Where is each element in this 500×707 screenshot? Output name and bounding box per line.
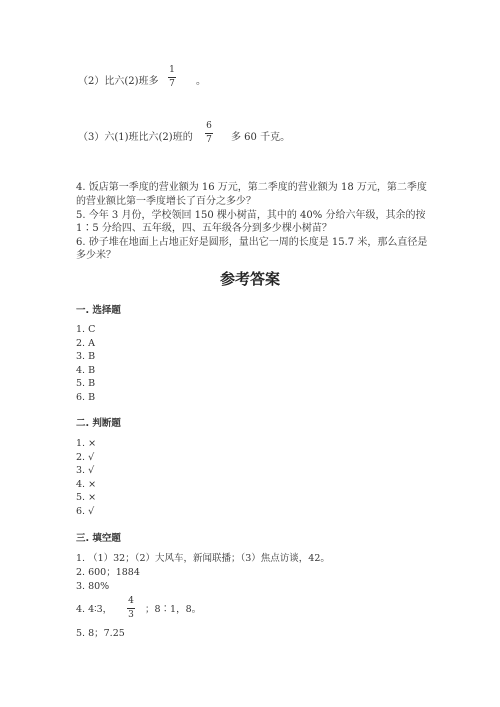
answer-title: 参考答案 <box>219 270 280 288</box>
list-item: 3. √ <box>76 465 95 476</box>
list-item: 4. × <box>76 478 97 490</box>
fraction-numerator: 4 <box>128 596 134 606</box>
section-3-heading: 三. 填空题 <box>76 533 121 544</box>
list-item: 3. B <box>76 351 96 362</box>
list-item: 6. B <box>76 391 96 403</box>
fraction-denominator: 7 <box>169 79 175 89</box>
list-item: 5. B <box>76 378 96 389</box>
fraction-bar <box>168 77 176 78</box>
fraction-numerator: 6 <box>206 121 212 131</box>
question-6-line-2: 多少米？ <box>76 250 116 261</box>
section-1-answers <box>76 323 95 404</box>
question-4-line-1: 4. 饭店第一季度的营业额为 16 万元，第二季度的营业额为 18 万元，第二季度 <box>76 182 427 193</box>
section-2-answers <box>76 437 96 518</box>
section-3-item-5: 5. 8；7.25 <box>76 628 125 639</box>
question-3-after: 多 60 千克。 <box>231 132 291 143</box>
question-3-fraction <box>205 122 213 145</box>
question-6-line-1: 6. 砂子堆在地面上占地正好是圆形，量出它一周的长度是 15.7 米，那么直径是 <box>76 237 428 248</box>
list-item: 4. B <box>76 364 96 376</box>
question-2-text <box>78 72 159 87</box>
fraction-numerator: 1 <box>169 65 175 75</box>
section-3-item-1: 1. （1）32；（2）大风车，新闻联播；（3）焦点访谈，42。 <box>76 553 330 564</box>
list-item: 2. A <box>76 337 95 349</box>
fraction-denominator: 7 <box>206 135 212 145</box>
list-item: 1. × <box>76 438 97 449</box>
section-3-item-2: 2. 600；1884 <box>76 567 140 578</box>
question-2-after: 。 <box>196 76 206 87</box>
section-3-item-4-before: 4. 4∶3， <box>76 604 113 615</box>
question-2-before: （2）比六(2)班多 <box>78 76 159 87</box>
section-3-item-4-after: ；8∶1，8。 <box>145 604 202 615</box>
question-5-line-1: 5. 今年 3 月份，学校领回 150 棵小树苗，其中的 40% 分给六年级，其余的按 <box>76 210 426 221</box>
question-4-line-2: 的营业额比第一季度增长了百分之多少？ <box>76 196 256 207</box>
section-2-heading: 二. 判断题 <box>76 418 121 429</box>
list-item: 2. √ <box>76 451 95 463</box>
question-3-before: （3）六(1)班比六(2)班的 <box>78 132 193 143</box>
fraction-bar <box>205 133 213 134</box>
section-3-item-3: 3. 80% <box>76 581 110 592</box>
question-2-fraction <box>168 66 176 89</box>
section-3-item-4-fraction <box>127 597 135 620</box>
fraction-denominator: 3 <box>128 610 134 620</box>
list-item: 5. × <box>76 492 97 503</box>
fraction-bar <box>127 608 135 609</box>
question-5-line-2: 1∶5 分给四、五年级，四、五年级各分到多少棵小树苗？ <box>76 223 332 234</box>
list-item: 6. √ <box>76 505 95 517</box>
list-item: 1. C <box>76 324 96 335</box>
section-1-heading: 一. 选择题 <box>76 305 121 316</box>
